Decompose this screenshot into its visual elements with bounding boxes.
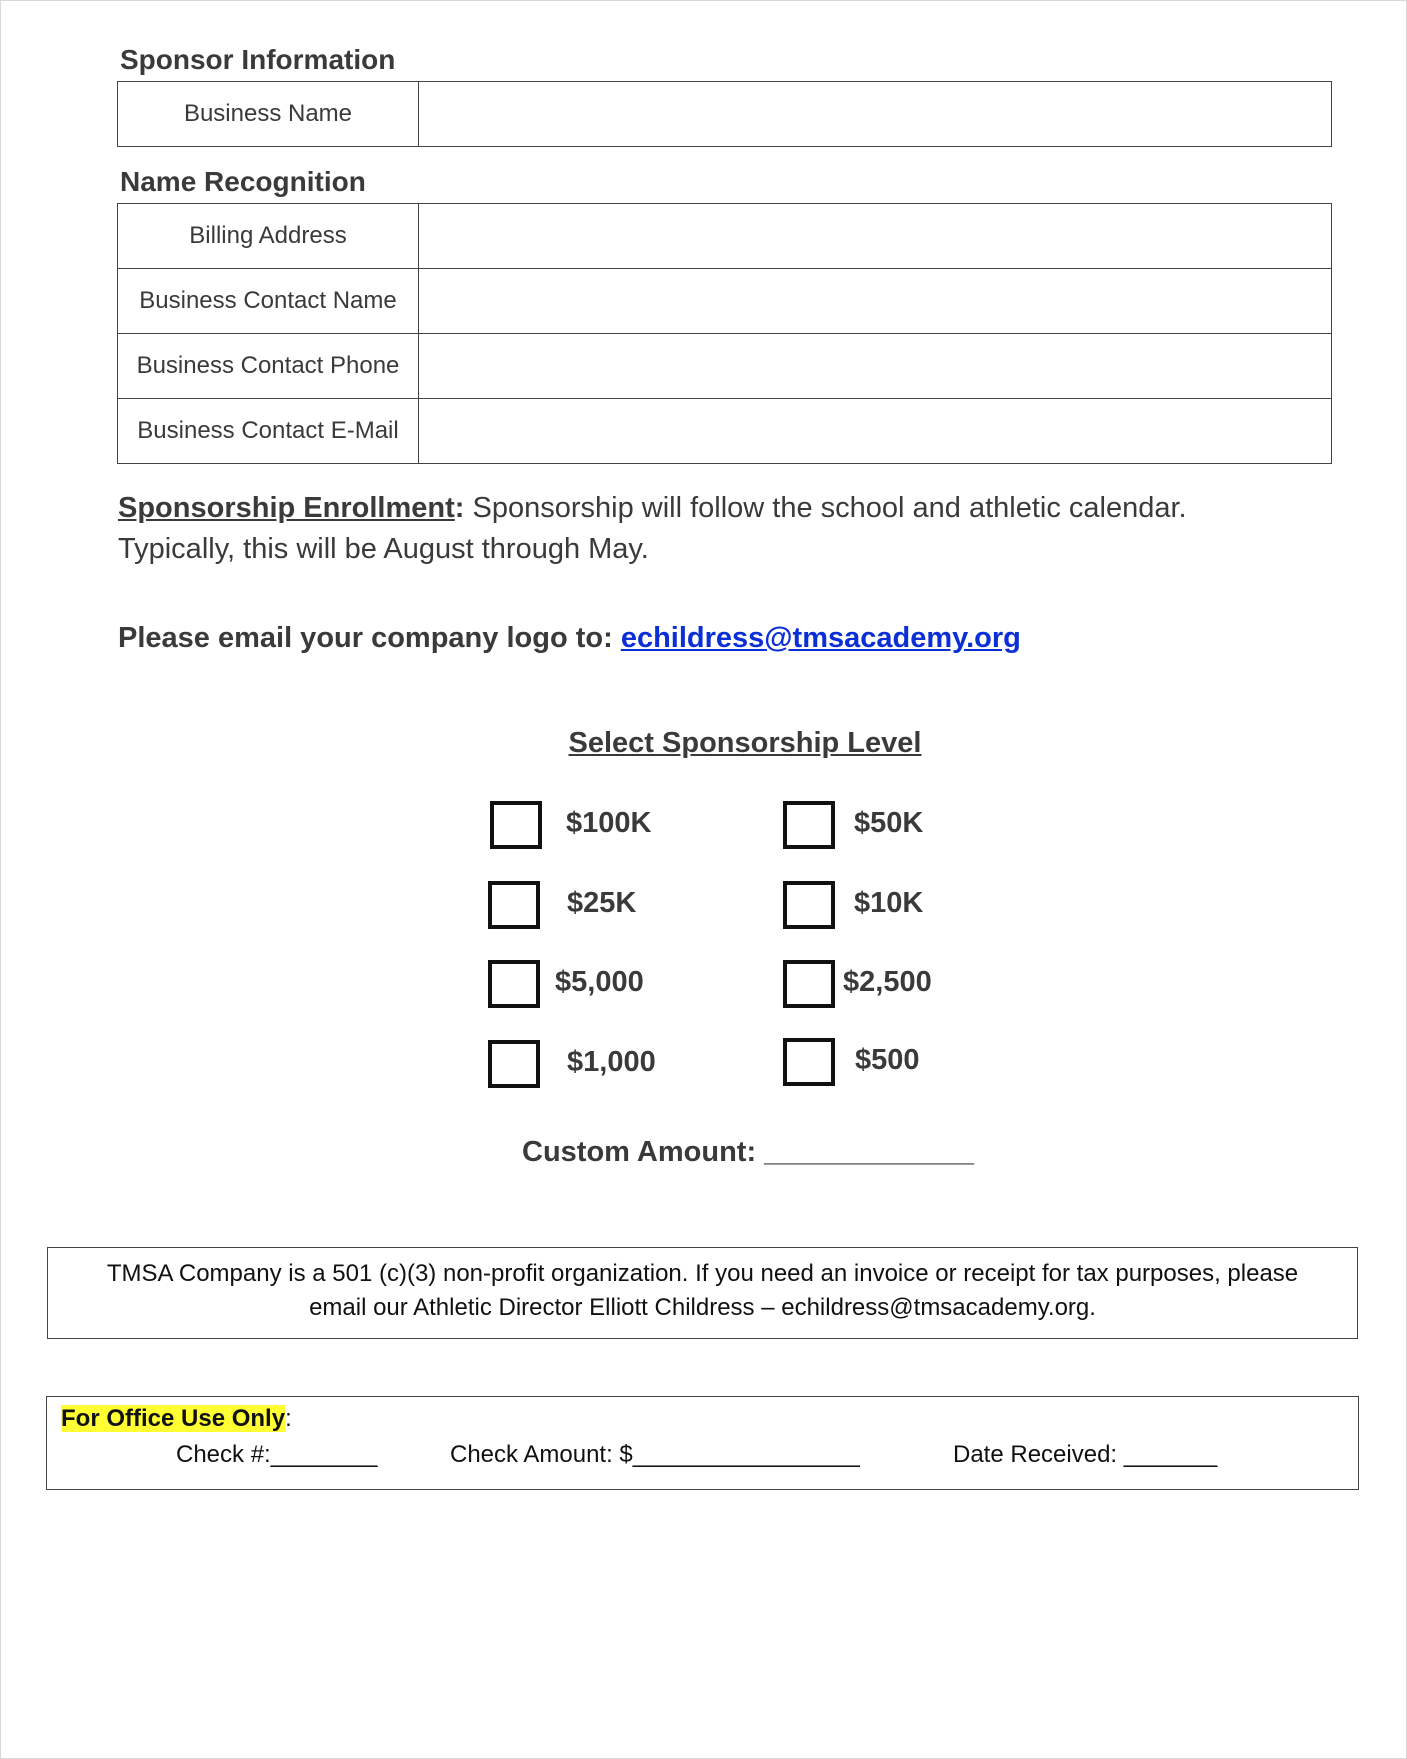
checkbox-1000[interactable] [488, 1040, 540, 1088]
level-label-100k: $100K [566, 807, 652, 839]
sponsor-information-heading: Sponsor Information [120, 44, 396, 75]
billing-address-label: Billing Address [118, 204, 419, 269]
office-use-box [46, 1396, 1359, 1490]
level-label-2500: $2,500 [843, 966, 932, 998]
table-row [118, 334, 1332, 399]
level-label-1000: $1,000 [567, 1046, 656, 1078]
name-recognition-table [117, 203, 1332, 464]
checkbox-2500[interactable] [783, 960, 835, 1008]
checkbox-10k[interactable] [783, 881, 835, 929]
level-label-5000: $5,000 [555, 966, 644, 998]
office-use-title [61, 1405, 292, 1433]
office-use-highlight: For Office Use Only [61, 1405, 286, 1432]
table-row [118, 399, 1332, 464]
level-label-25k: $25K [567, 887, 637, 919]
checkbox-500[interactable] [783, 1038, 835, 1086]
table-row [118, 204, 1332, 269]
logo-request-line [118, 622, 1021, 655]
business-name-label: Business Name [118, 82, 419, 147]
enrollment-title: Sponsorship Enrollment [118, 492, 455, 524]
custom-amount-field[interactable]: Custom Amount: _____________ [522, 1136, 974, 1168]
enrollment-colon: : [454, 492, 465, 524]
tax-notice-line-2: email our Athletic Director Elliott Childress – echildress@tmsacademy.org. [309, 1294, 1096, 1321]
check-number-field[interactable]: Check #:________ [176, 1441, 378, 1468]
business-contact-phone-label: Business Contact Phone [118, 334, 419, 399]
business-name-input[interactable] [419, 82, 1332, 147]
business-contact-phone-input[interactable] [419, 334, 1332, 399]
level-label-500: $500 [855, 1044, 920, 1076]
checkbox-50k[interactable] [783, 801, 835, 849]
select-sponsorship-level-title: Select Sponsorship Level [568, 727, 922, 759]
logo-email-link[interactable]: echildress@tmsacademy.org [620, 622, 1021, 654]
table-row [118, 82, 1332, 147]
office-use-colon: : [285, 1405, 292, 1432]
level-label-50k: $50K [854, 807, 924, 839]
level-label-10k: $10K [854, 887, 924, 919]
sponsor-information-table [117, 81, 1332, 147]
business-contact-name-label: Business Contact Name [118, 269, 419, 334]
table-row [118, 269, 1332, 334]
checkbox-5000[interactable] [488, 960, 540, 1008]
business-contact-name-input[interactable] [419, 269, 1332, 334]
billing-address-input[interactable] [419, 204, 1332, 269]
check-amount-field[interactable]: Check Amount: $_________________ [450, 1441, 860, 1468]
checkbox-25k[interactable] [488, 881, 540, 929]
logo-request-text: Please email your company logo to: [118, 622, 621, 654]
name-recognition-heading: Name Recognition [120, 166, 366, 197]
business-contact-email-label: Business Contact E-Mail [118, 399, 419, 464]
business-contact-email-input[interactable] [419, 399, 1332, 464]
enrollment-paragraph [118, 488, 1298, 570]
enrollment-text: Sponsorship will follow the school and athletic calendar. Typically, this will be August through May. [118, 492, 1187, 565]
tax-notice-line-1: TMSA Company is a 501 (c)(3) non-profit organization. If you need an invoice or receipt for tax purposes, please [106, 1260, 1299, 1287]
date-received-field[interactable]: Date Received: _______ [953, 1441, 1218, 1468]
checkbox-100k[interactable] [490, 801, 542, 849]
tax-notice-box [47, 1247, 1358, 1339]
